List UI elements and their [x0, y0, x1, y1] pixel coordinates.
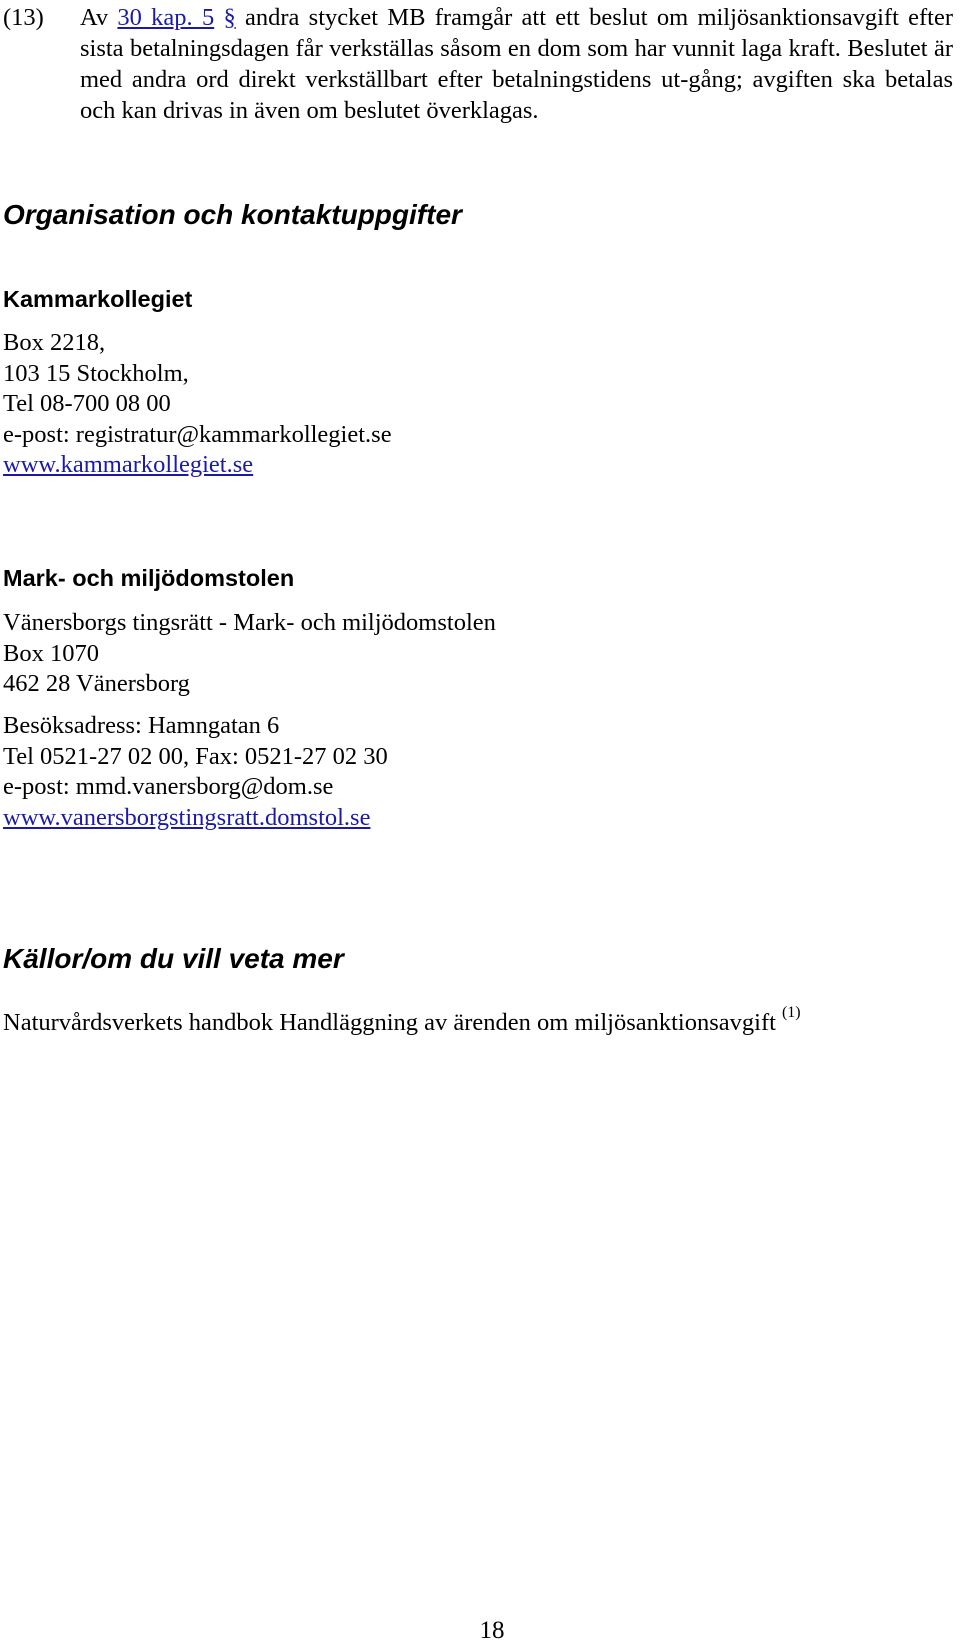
domstolen-website-link[interactable]: www.vanersborgstingsratt.domstol.se	[3, 803, 371, 831]
contact-line: Tel 08-700 08 00	[3, 390, 171, 417]
domstolen-address	[3, 608, 496, 700]
address-line: Box 1070	[3, 639, 99, 667]
contact-line: 103 15 Stockholm,	[3, 359, 189, 387]
kammarkollegiet-contact	[3, 328, 392, 481]
paragraph-number: (13)	[3, 4, 44, 31]
kammarkollegiet-website-link[interactable]: www.kammarkollegiet.se	[3, 451, 254, 478]
contact-line: e-post: mmd.vanersborg@dom.se	[3, 773, 334, 800]
contact-line: Besöksadress: Hamngatan 6	[3, 712, 280, 739]
source-reference	[3, 1002, 801, 1038]
contact-line: Tel 0521-27 02 00, Fax: 0521-27 02 30	[3, 742, 388, 770]
numbered-paragraph	[3, 2, 953, 126]
paragraph-text: andra stycket MB framgår att ett beslut om miljösanktionsavgift efter sista betalningsdagen får verkställas såsom en dom som har vunnit laga kraft. Beslutet är med andra ord direkt verkställbart efter betalningstidens ut-gång; avgiften ska betalas och kan drivas in även om beslutet överklagas.	[80, 4, 954, 124]
page-number: 18	[479, 1617, 505, 1644]
section-sign-link[interactable]: §	[223, 4, 236, 31]
paragraph-body	[80, 2, 953, 126]
address-line: 462 28 Vänersborg	[3, 670, 190, 697]
contact-line: e-post: registratur@kammarkollegiet.se	[3, 420, 392, 448]
address-line: Vänersborgs tingsrätt - Mark- och miljödomstolen	[3, 609, 496, 636]
paragraph-lead: Av	[80, 4, 118, 31]
kammarkollegiet-heading: Kammarkollegiet	[3, 286, 193, 312]
sources-heading: Källor/om du vill veta mer	[3, 943, 344, 974]
law-reference-link[interactable]: 30 kap. 5	[117, 4, 215, 31]
source-text: Naturvårdsverkets handbok Handläggning av ärenden om miljösanktionsavgift	[3, 1009, 776, 1037]
domstolen-contact	[3, 711, 388, 833]
footnote-marker[interactable]: (1)	[781, 1004, 801, 1021]
domstolen-heading: Mark- och miljödomstolen	[3, 565, 295, 591]
organisation-heading: Organisation och kontaktuppgifter	[3, 199, 462, 230]
contact-line: Box 2218,	[3, 329, 106, 356]
